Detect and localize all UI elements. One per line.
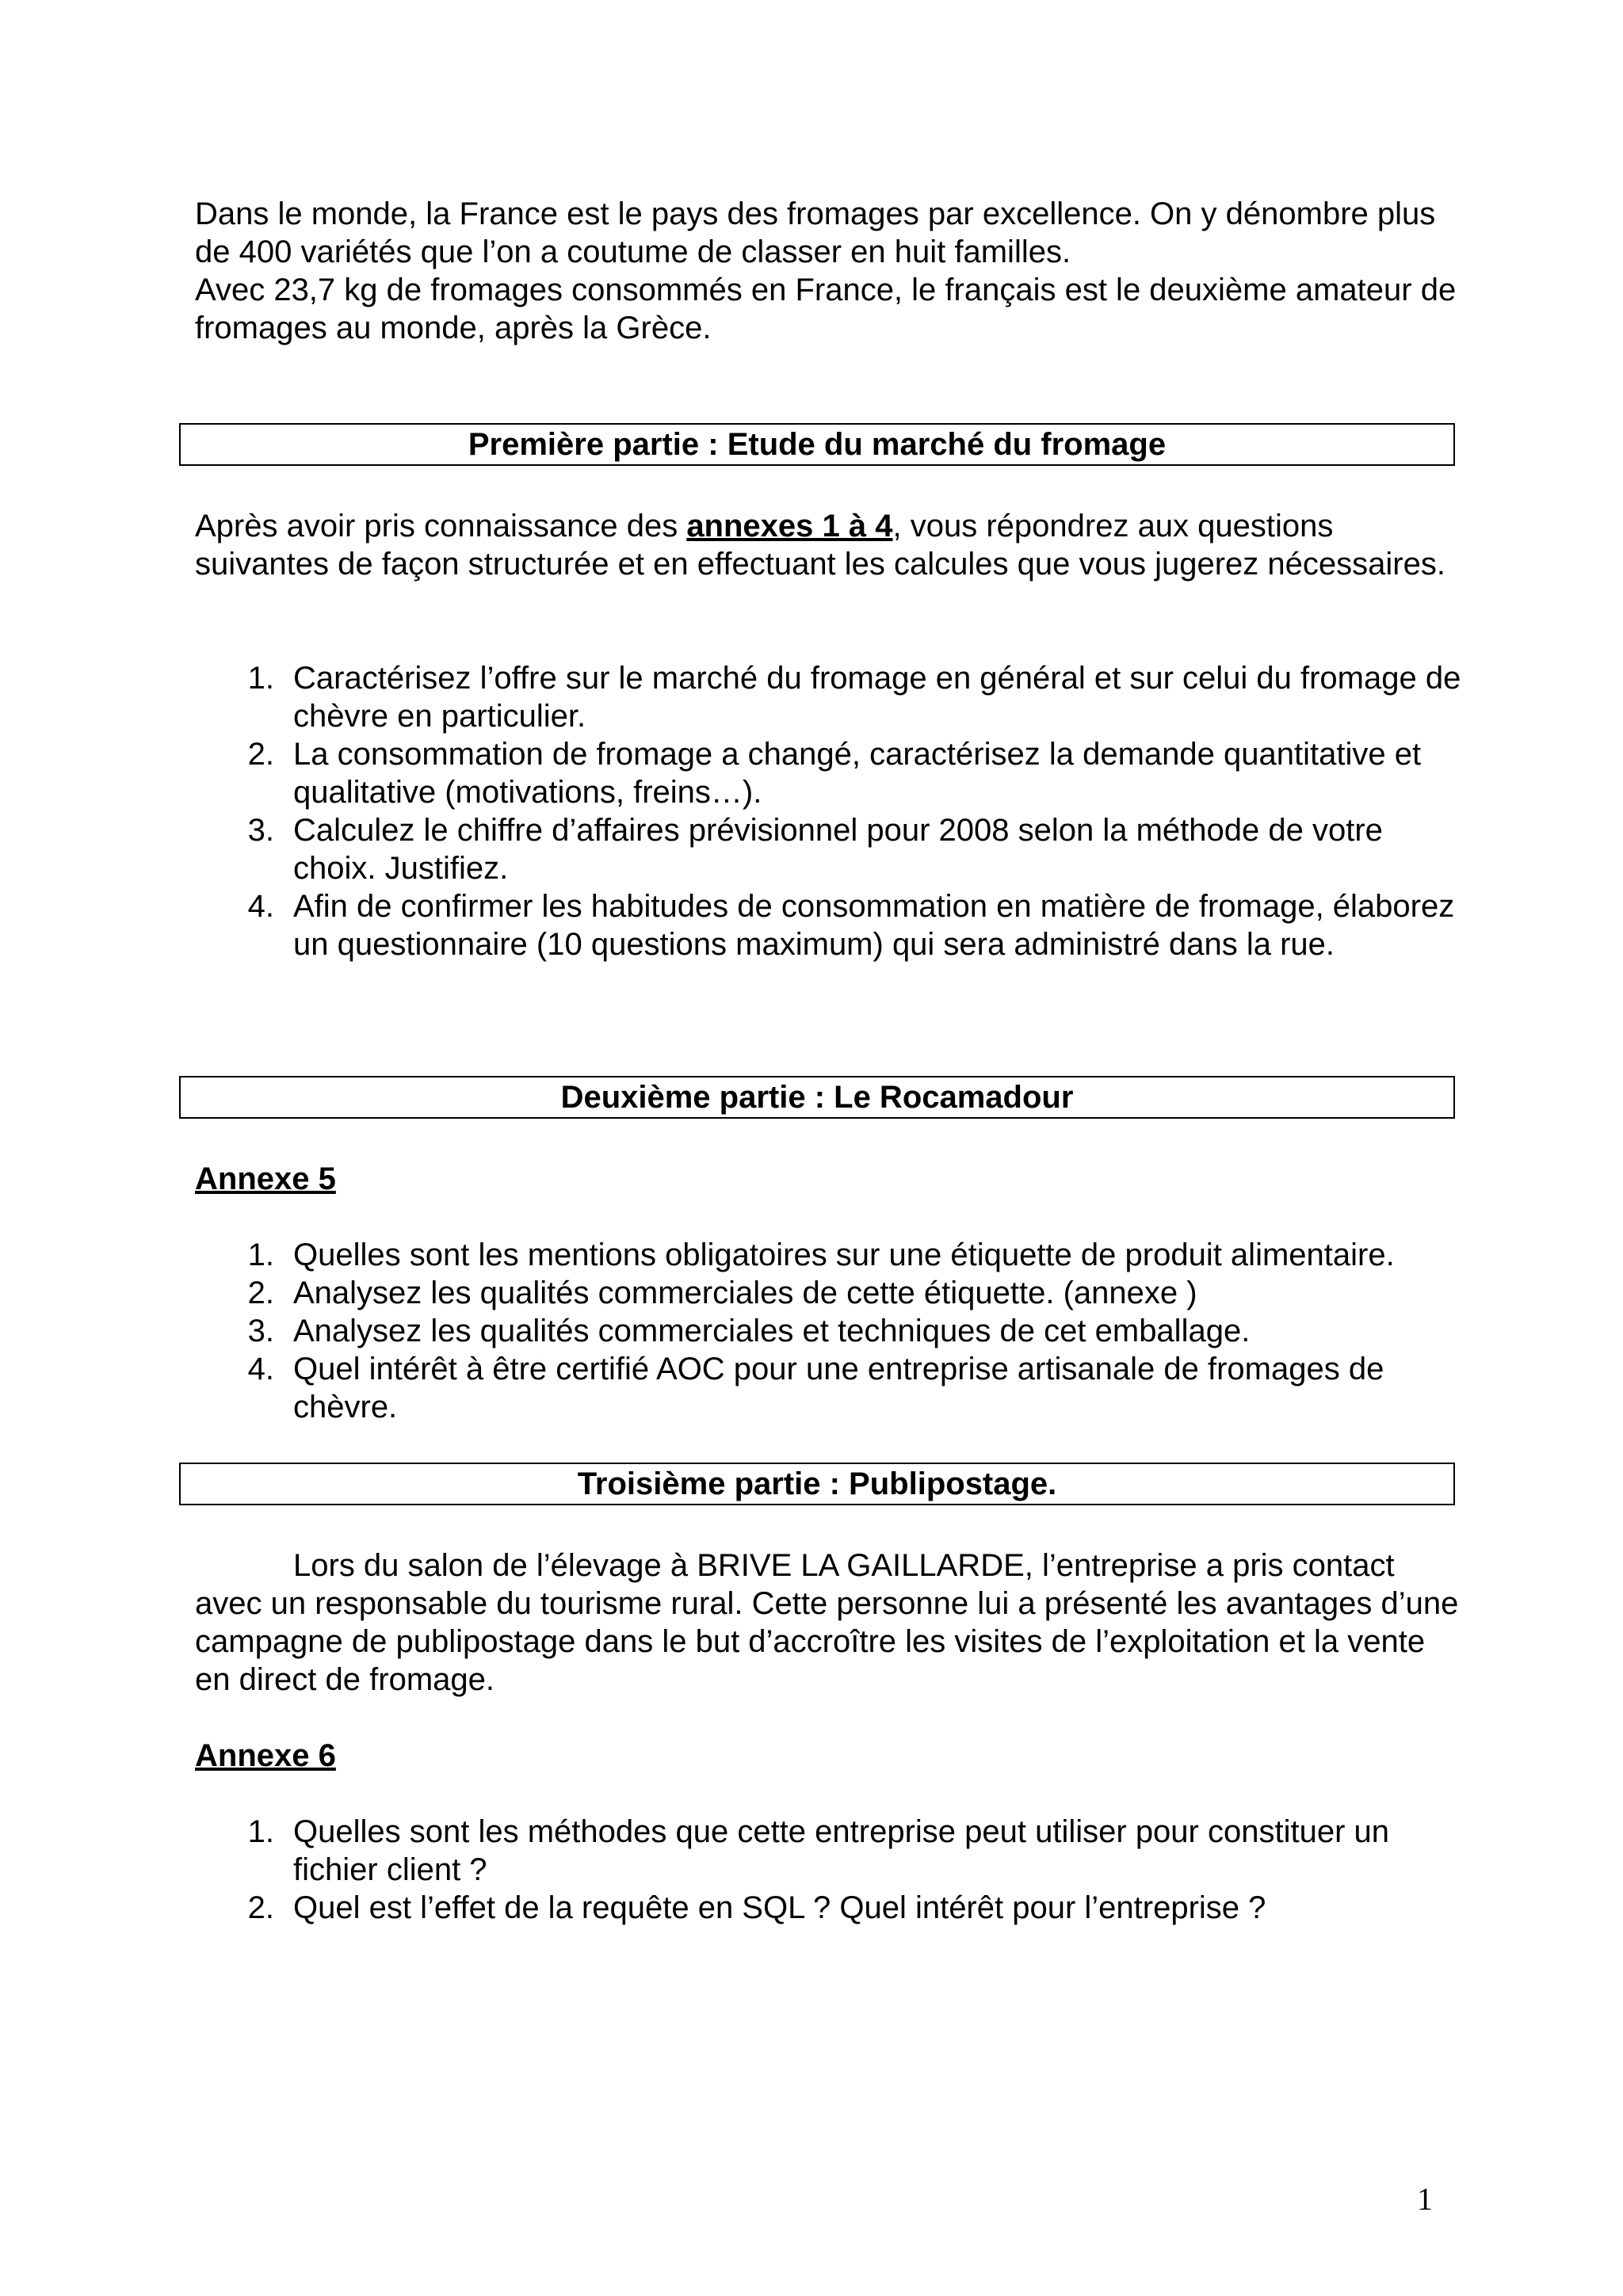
question-number: 1.	[247, 1238, 274, 1272]
list-item	[235, 811, 1471, 887]
question-number: 2.	[247, 1890, 274, 1925]
question-text: Quelles sont les méthodes que cette entreprise peut utiliser pour constituer un fichier client ?	[293, 1814, 1390, 1887]
question-text: Quel est l’effet de la requête en SQL ? Quel intérêt pour l’entreprise ?	[293, 1890, 1266, 1925]
part3-paragraph	[195, 1547, 1463, 1699]
question-text: Calculez le chiffre d’affaires prévisionnel pour 2008 selon la méthode de votre choix. Justifiez.	[293, 813, 1383, 886]
question-text: Caractérisez l’offre sur le marché du fromage en général et sur celui du fromage de chèvre en particulier.	[293, 661, 1461, 734]
part1-title: Première partie : Etude du marché du fromage	[179, 423, 1455, 466]
intro-text-2: Avec 23,7 kg de fromages consommés en France, le français est le deuxième amateur de fromages au monde, après la Grèce.	[195, 273, 1457, 345]
list-item	[235, 887, 1471, 963]
question-text: La consommation de fromage a changé, caractérisez la demande quantitative et qualitative (motivations, freins…).	[293, 737, 1422, 810]
list-item	[235, 1312, 1471, 1350]
list-item	[235, 735, 1471, 811]
annexe-6-heading: Annexe 6	[195, 1738, 336, 1773]
intro-text-1: Dans le monde, la France est le pays des fromages par excellence. On y dénombre plus de 400 variétés que l’on a coutume de classer en huit familles.	[195, 196, 1436, 269]
part3-paragraph-text: Lors du salon de l’élevage à BRIVE LA GAILLARDE, l’entreprise a pris contact avec un responsable du tourisme rural. Cette personne lui a présenté les avantages d’une campagne de publipostage dans le but d’accroître les visites de l’exploitation et la vente en direct de fromage.	[195, 1548, 1459, 1697]
part1-instruction	[195, 507, 1463, 583]
instruction-text-rest: , vous répondrez aux questions suivantes de façon structurée et en effectuant les calcules que vous jugerez nécessaires.	[195, 509, 1445, 582]
part3-question-list	[235, 1813, 1471, 1927]
question-text: Afin de confirmer les habitudes de consommation en matière de fromage, élaborez un questionnaire (10 questions maximum) qui sera administré dans la rue.	[293, 889, 1455, 962]
question-number: 1.	[247, 661, 274, 696]
list-item	[235, 1350, 1471, 1426]
question-number: 4.	[247, 1352, 274, 1386]
part2-title: Deuxième partie : Le Rocamadour	[179, 1076, 1455, 1119]
list-item	[235, 1813, 1471, 1889]
part1-question-list	[235, 659, 1471, 963]
question-number: 1.	[247, 1814, 274, 1849]
list-item	[235, 1236, 1471, 1274]
page-number: 1	[1417, 2181, 1433, 2217]
question-number: 4.	[247, 889, 274, 924]
list-item	[235, 1889, 1471, 1927]
annexe-5-heading: Annexe 5	[195, 1161, 336, 1196]
question-text: Analysez les qualités commerciales de cette étiquette. (annexe )	[293, 1276, 1197, 1310]
list-item	[235, 659, 1471, 735]
instruction-text: Après avoir pris connaissance des	[195, 509, 687, 543]
question-number: 2.	[247, 1276, 274, 1310]
question-number: 2.	[247, 737, 274, 772]
question-text: Quelles sont les mentions obligatoires sur une étiquette de produit alimentaire.	[293, 1238, 1395, 1272]
annexes-reference: annexes 1 à 4	[686, 509, 893, 543]
part2-question-list	[235, 1236, 1471, 1426]
question-text: Analysez les qualités commerciales et techniques de cet emballage.	[293, 1314, 1251, 1348]
question-text: Quel intérêt à être certifié AOC pour une entreprise artisanale de fromages de chèvre.	[293, 1352, 1384, 1425]
list-item	[235, 1274, 1471, 1312]
question-number: 3.	[247, 1314, 274, 1348]
question-number: 3.	[247, 813, 274, 848]
part3-title: Troisième partie : Publipostage.	[179, 1463, 1455, 1505]
intro-paragraph	[195, 195, 1463, 347]
